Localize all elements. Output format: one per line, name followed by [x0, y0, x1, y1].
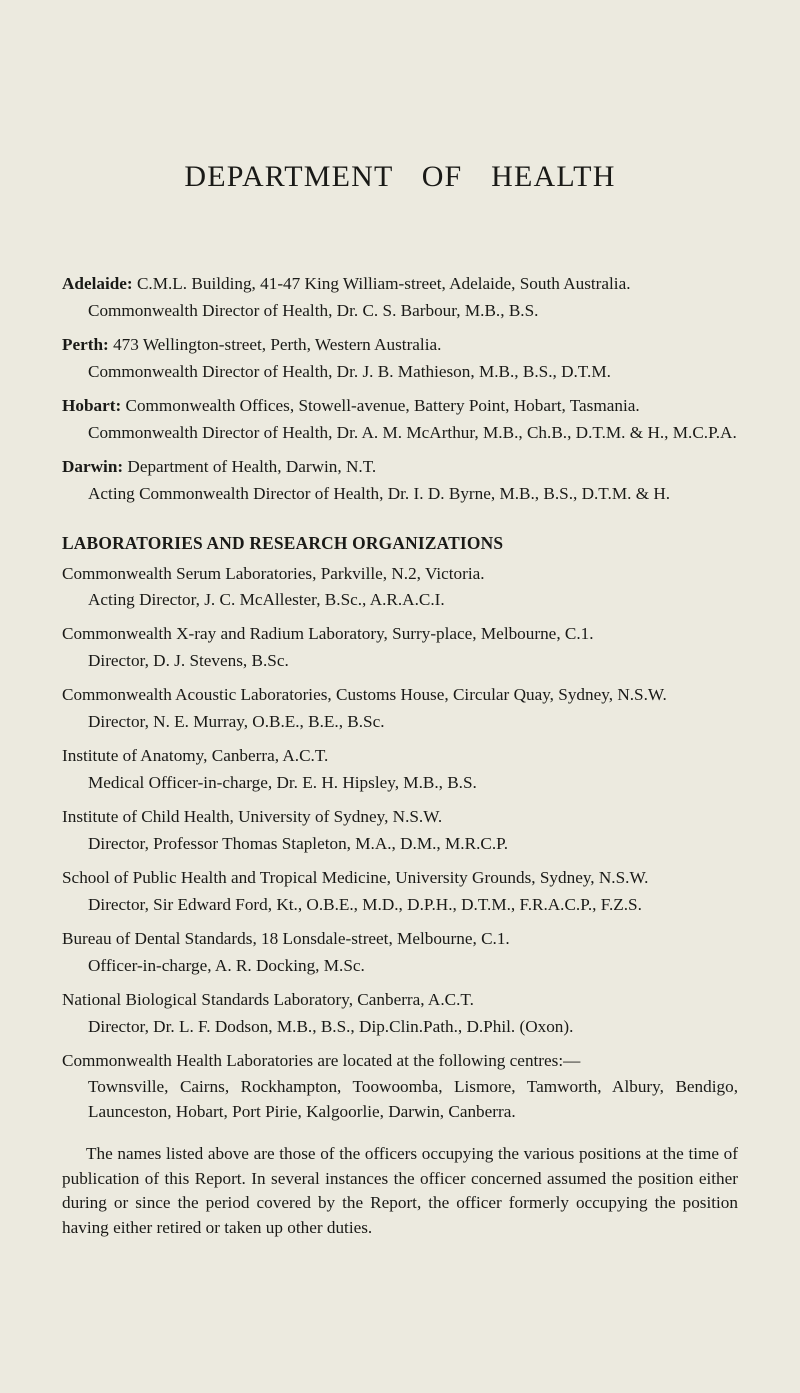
laboratory-entry	[62, 744, 738, 796]
office-address-line	[62, 394, 738, 419]
laboratory-officer: Medical Officer-in-charge, Dr. E. H. Hipsley, M.B., B.S.	[88, 773, 477, 793]
laboratory-name: Institute of Anatomy, Canberra, A.C.T.	[62, 746, 329, 766]
laboratory-name: Commonwealth Serum Laboratories, Parkville, N.2, Victoria.	[62, 563, 485, 583]
laboratory-name: School of Public Health and Tropical Medicine, University Grounds, Sydney, N.S.W.	[62, 867, 649, 887]
laboratory-entry	[62, 988, 738, 1040]
publication-note	[62, 1142, 738, 1240]
office-address-text: 473 Wellington-street, Perth, Western Australia.	[113, 334, 442, 354]
laboratory-name: Bureau of Dental Standards, 18 Lonsdale-street, Melbourne, C.1.	[62, 928, 510, 948]
office-address-line	[62, 333, 738, 358]
office-entry-adelaide	[62, 272, 738, 324]
laboratory-officer: Director, Sir Edward Ford, Kt., O.B.E., M.D., D.P.H., D.T.M., F.R.A.C.P., F.Z.S.	[88, 894, 642, 914]
laboratory-entry	[62, 683, 738, 735]
laboratory-officer: Officer-in-charge, A. R. Docking, M.Sc.	[88, 955, 365, 975]
laboratories-list	[62, 562, 738, 1126]
office-address-line	[62, 455, 738, 480]
laboratory-name: Commonwealth Acoustic Laboratories, Customs House, Circular Quay, Sydney, N.S.W.	[62, 685, 667, 705]
office-city-label: Adelaide:	[62, 274, 133, 293]
publication-note-text: The names listed above are those of the officers occupying the various positions at the time of publication of this Report. In several instances the officer concerned assumed the position either during or since the period covered by the Report, the officer formerly occupying the position having either retired or taken up other duties.	[62, 1144, 738, 1237]
office-officer-line: Commonwealth Director of Health, Dr. C. S. Barbour, M.B., B.S.	[88, 300, 539, 320]
office-address-line	[62, 272, 738, 297]
laboratory-entry	[62, 805, 738, 857]
laboratory-name: National Biological Standards Laboratory, Canberra, A.C.T.	[62, 989, 474, 1009]
office-city-label: Darwin:	[62, 456, 124, 476]
laboratory-officer: Director, D. J. Stevens, B.Sc.	[88, 651, 289, 671]
section-heading-laboratories: LABORATORIES AND RESEARCH ORGANIZATIONS	[62, 532, 504, 553]
office-city-label: Perth:	[62, 334, 109, 354]
laboratory-officer: Director, Professor Thomas Stapleton, M.A., D.M., M.R.C.P.	[88, 833, 509, 853]
office-address-text: Department of Health, Darwin, N.T.	[127, 456, 377, 476]
laboratory-entry	[62, 562, 738, 614]
office-officer-line: Commonwealth Director of Health, Dr. A. M. McArthur, M.B., Ch.B., D.T.M. & H., M.C.P.A.	[88, 422, 737, 442]
health-laboratories-centres: Townsville, Cairns, Rockhampton, Toowoomba, Lismore, Tamworth, Albury, Bendigo, Launceston, Hobart, Port Pirie, Kalgoorlie, Darwin, Canberra.	[88, 1077, 738, 1122]
health-laboratories-block	[62, 1049, 738, 1126]
office-officer-line: Acting Commonwealth Director of Health, Dr. I. D. Byrne, M.B., B.S., D.T.M. & H.	[88, 483, 671, 503]
laboratory-officer: Acting Director, J. C. McAllester, B.Sc., A.R.A.C.I.	[88, 590, 445, 610]
health-laboratories-intro: Commonwealth Health Laboratories are located at the following centres:—	[62, 1050, 581, 1070]
laboratory-name: Commonwealth X-ray and Radium Laboratory, Surry-place, Melbourne, C.1.	[62, 624, 594, 644]
office-city-label: Hobart:	[62, 395, 122, 415]
office-entry-perth	[62, 333, 738, 385]
office-entry-darwin	[62, 455, 738, 507]
laboratory-entry	[62, 927, 738, 979]
office-address-text: Commonwealth Offices, Stowell-avenue, Battery Point, Hobart, Tasmania.	[125, 395, 640, 415]
office-officer-line: Commonwealth Director of Health, Dr. J. B. Mathieson, M.B., B.S., D.T.M.	[88, 361, 611, 381]
laboratory-entry	[62, 866, 738, 918]
office-entry-hobart	[62, 394, 738, 446]
laboratory-entry	[62, 622, 738, 674]
offices-list	[62, 272, 738, 507]
page-title: DEPARTMENT OF HEALTH	[184, 160, 616, 193]
laboratory-officer: Director, Dr. L. F. Dodson, M.B., B.S., Dip.Clin.Path., D.Phil. (Oxon).	[88, 1016, 574, 1036]
office-address-text: C.M.L. Building, 41-47 King William-street, Adelaide, South Australia.	[136, 274, 631, 293]
laboratory-officer: Director, N. E. Murray, O.B.E., B.E., B.Sc.	[88, 712, 385, 732]
laboratory-name: Institute of Child Health, University of Sydney, N.S.W.	[62, 807, 443, 826]
